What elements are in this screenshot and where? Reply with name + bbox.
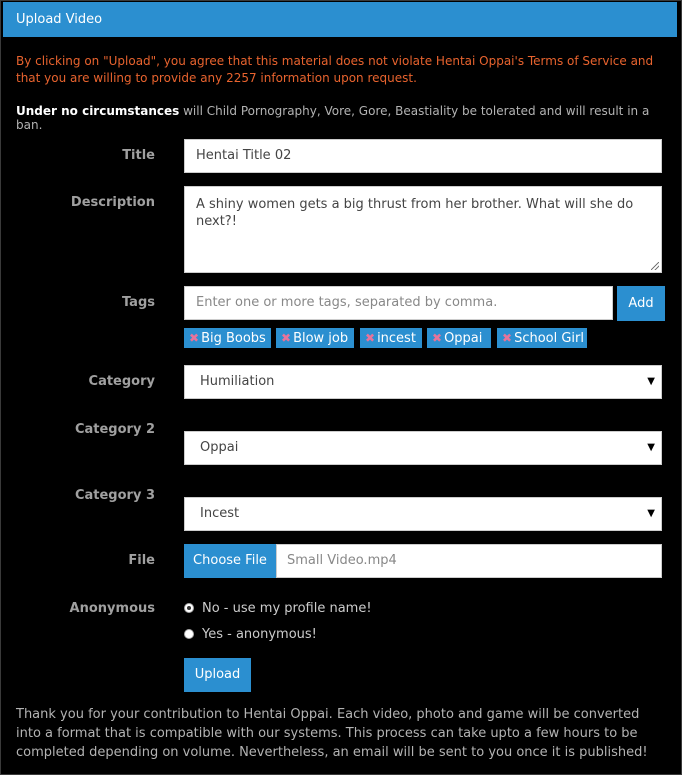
- resize-grip-icon[interactable]: [651, 262, 659, 270]
- category2-label: Category 2: [74, 422, 155, 437]
- close-icon[interactable]: ✖: [502, 331, 513, 345]
- content-rules-text: will Child Pornography, Vore, Gore, Beastiality be tolerated and will result in a ban.: [16, 104, 650, 132]
- category3-select[interactable]: [184, 497, 662, 531]
- close-icon[interactable]: ✖: [281, 331, 292, 345]
- tag-label: Big Boobs: [201, 331, 266, 346]
- tags-input[interactable]: [184, 286, 613, 320]
- panel-header-title: Upload Video: [3, 2, 677, 37]
- category-select[interactable]: [184, 365, 662, 399]
- tag-label: Blow job: [293, 331, 349, 346]
- choose-file-button[interactable]: Choose File: [184, 544, 276, 578]
- file-name-display: Small Video.mp4: [276, 544, 662, 578]
- title-label: Title: [122, 148, 155, 163]
- description-textarea[interactable]: [184, 186, 662, 273]
- content-rules-emphasis: Under no circumstances: [16, 104, 180, 118]
- caret-down-icon: ▼: [647, 442, 655, 453]
- category-value: Humiliation: [200, 374, 275, 389]
- add-tag-button[interactable]: Add: [617, 286, 665, 321]
- thank-you-note: Thank you for your contribution to Hentai Oppai. Each video, photo and game will be converted into a format that is compatible with our systems. This process can take upto a few hours to be completed depending on volume. Nevertheless, an email will be sent to you once it is published!: [16, 707, 648, 760]
- file-label: File: [128, 553, 155, 568]
- anonymous-label: Anonymous: [69, 601, 155, 616]
- anonymous-option-yes-label: Yes - anonymous!: [202, 627, 317, 642]
- category2-select[interactable]: [184, 431, 662, 465]
- tag-chip: [427, 328, 491, 348]
- radio-button-checked[interactable]: [184, 603, 194, 613]
- category-label: Category: [88, 374, 155, 389]
- tag-chip: [497, 328, 587, 348]
- caret-down-icon: ▼: [647, 376, 655, 387]
- description-text: A shiny women gets a big thrust from her brother. What will she do next?!: [196, 197, 634, 229]
- caret-down-icon: ▼: [647, 508, 655, 519]
- anonymous-option-no-label: No - use my profile name!: [202, 601, 372, 616]
- radio-button-unchecked[interactable]: [184, 629, 194, 639]
- tags-placeholder: Enter one or more tags, separated by comma.: [196, 295, 498, 310]
- content-rules: [16, 104, 666, 132]
- category2-value: Oppai: [200, 440, 239, 455]
- tag-chip: [184, 328, 271, 348]
- close-icon[interactable]: ✖: [432, 331, 443, 345]
- tag-chip: [276, 328, 354, 348]
- tag-label: Oppai: [444, 331, 483, 346]
- terms-warning: By clicking on "Upload", you agree that this material does not violate Hentai Oppai's Terms of Service and that you are willing to provide any 2257 information upon request.: [16, 54, 654, 85]
- tag-chip: [360, 328, 422, 348]
- tag-label: School Girl: [514, 331, 584, 346]
- category3-value: Incest: [200, 506, 240, 521]
- close-icon[interactable]: ✖: [365, 331, 376, 345]
- description-label: Description: [70, 195, 155, 210]
- tags-label: Tags: [121, 295, 155, 310]
- tag-label: incest: [377, 331, 416, 346]
- close-icon[interactable]: ✖: [189, 331, 200, 345]
- title-input[interactable]: Hentai Title 02: [184, 139, 662, 173]
- category3-label: Category 3: [74, 488, 155, 503]
- upload-button[interactable]: Upload: [184, 658, 251, 692]
